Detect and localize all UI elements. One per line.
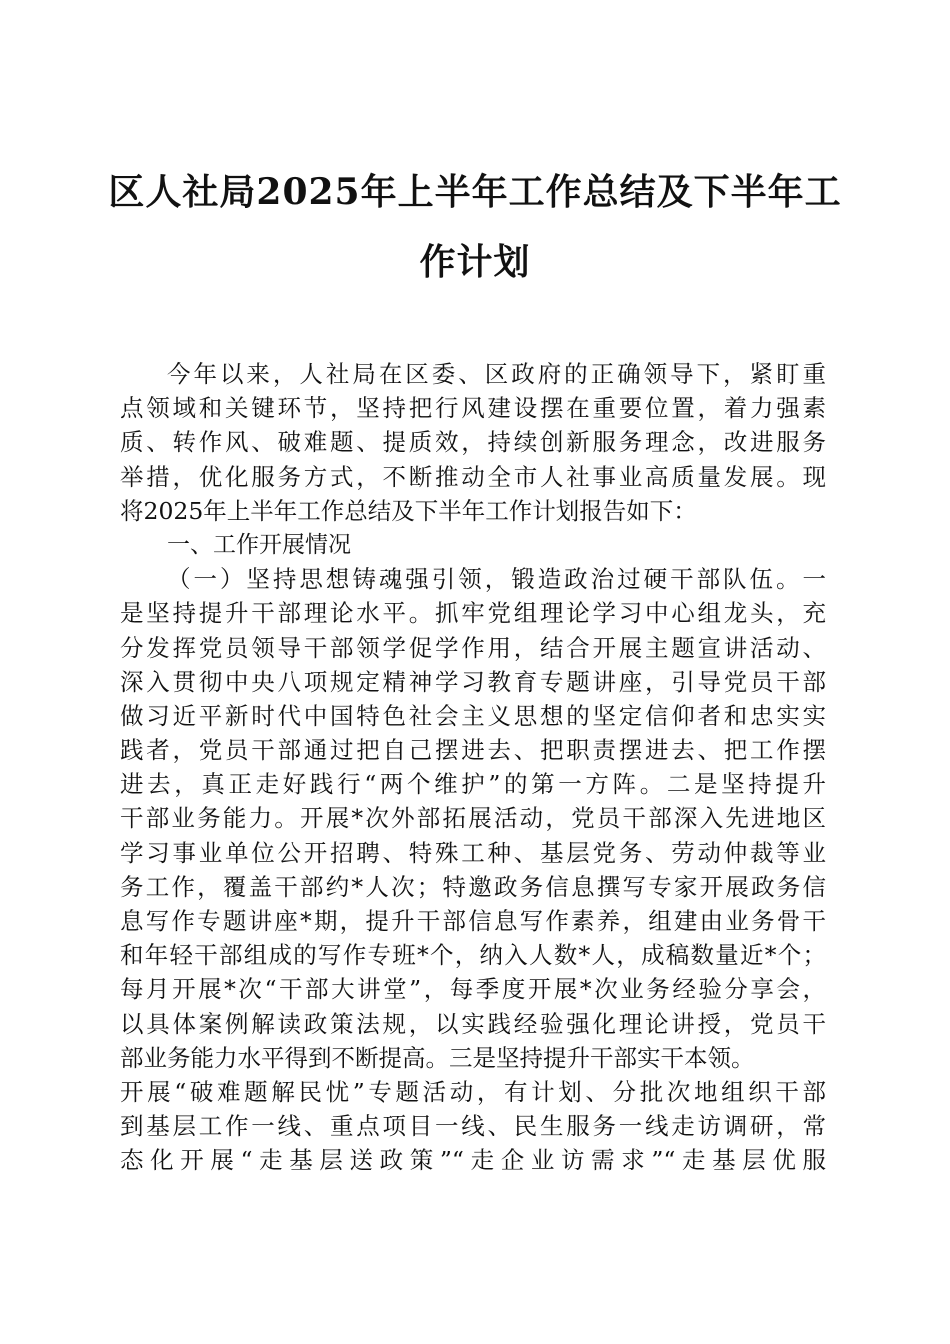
document-title-line-1: 区人社局2025年上半年工作总结及下半年工 [108, 171, 842, 213]
paragraph-line: 每月开展*次“干部大讲堂”，每季度开展*次业务经验分享会， [120, 975, 826, 1004]
paragraph-line: 息写作专题讲座*期，提升干部信息写作素养，组建由业务骨干 [120, 907, 826, 935]
paragraph-line: 和年轻干部组成的写作专班*个，纳入人数*人，成稿数量近*个； [120, 941, 826, 970]
paragraph-line: 态化开展“走基层送政策”“走企业访需求”“走基层优服 [120, 1146, 826, 1175]
paragraph-line: 开展“破难题解民忧”专题活动，有计划、分批次地组织干部 [120, 1077, 826, 1106]
section-heading: 一、工作开展情况 [167, 531, 351, 558]
paragraph-line: 将2025年上半年工作总结及下半年工作计划报告如下： [120, 496, 697, 525]
paragraph-line: 干部业务能力。开展*次外部拓展活动，党员干部深入先进地区 [120, 804, 826, 833]
paragraph-line: 是坚持提升干部理论水平。抓牢党组理论学习中心组龙头，充 [120, 599, 826, 628]
paragraph-line: 质、转作风、破难题、提质效，持续创新服务理念，改进服务 [120, 428, 826, 457]
paragraph-line: 今年以来，人社局在区委、区政府的正确领导下，紧盯重 [167, 360, 826, 388]
document-title-line-2: 作计划 [419, 241, 531, 283]
paragraph-line: （一）坚持思想铸魂强引领，锻造政治过硬干部队伍。一 [167, 565, 826, 594]
paragraph-line: 践者，党员干部通过把自己摆进去、把职责摆进去、把工作摆 [120, 736, 826, 765]
paragraph-line: 进去，真正走好践行“两个维护”的第一方阵。二是坚持提升 [120, 770, 826, 799]
paragraph-line: 到基层工作一线、重点项目一线、民生服务一线走访调研，常 [120, 1112, 826, 1141]
document-body [120, 357, 826, 1178]
paragraph-line: 学习事业单位公开招聘、特殊工种、基层党务、劳动仲裁等业 [120, 838, 826, 867]
paragraph-line: 做习近平新时代中国特色社会主义思想的坚定信仰者和忠实实 [120, 701, 826, 730]
paragraph-line: 举措，优化服务方式，不断推动全市人社事业高质量发展。现 [120, 462, 826, 491]
paragraph-line: 分发挥党员领导干部领学促学作用，结合开展主题宣讲活动、 [120, 633, 826, 662]
paragraph-line: 点领域和关键环节，坚持把行风建设摆在重要位置，着力强素 [120, 394, 826, 423]
paragraph-line: 务工作，覆盖干部约*人次；特邀政务信息撰写专家开展政务信 [120, 872, 826, 901]
paragraph-line: 深入贯彻中央八项规定精神学习教育专题讲座，引导党员干部 [120, 667, 826, 696]
paragraph-line: 以具体案例解读政策法规，以实践经验强化理论讲授，党员干 [120, 1009, 826, 1038]
paragraph-line: 部业务能力水平得到不断提高。三是坚持提升干部实干本领。 [120, 1043, 755, 1072]
